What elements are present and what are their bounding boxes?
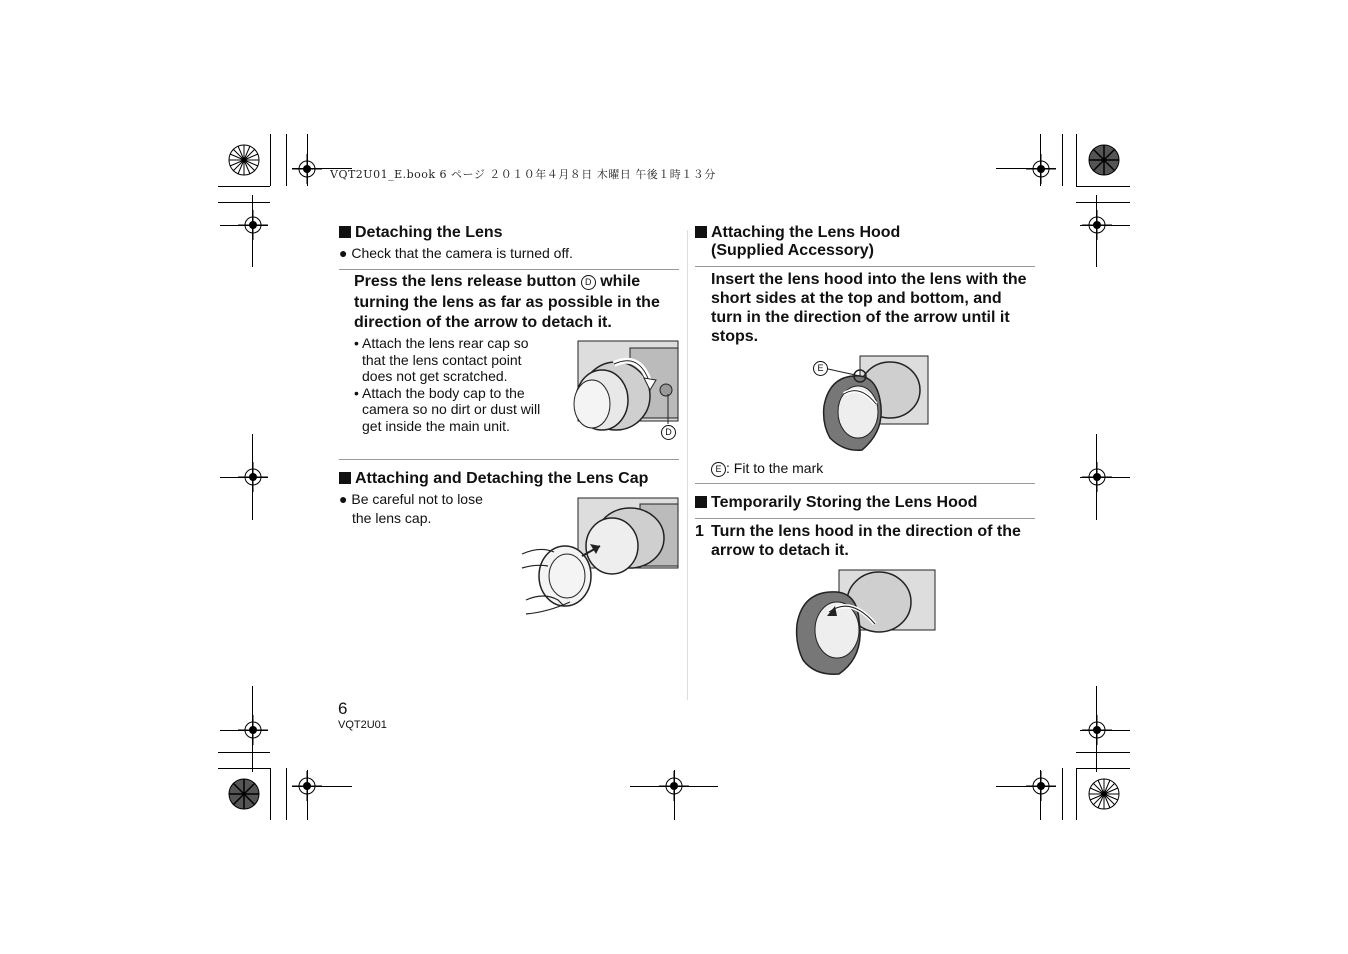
dot-bullet-icon: ● (339, 245, 348, 261)
page-number: 6 (338, 699, 348, 718)
step-text: Turn the lens hood in the direction of the arrow to detach it. (711, 523, 1021, 559)
step-number: 1 (695, 523, 704, 540)
section-title (695, 494, 977, 512)
callout-d-icon: D (581, 275, 596, 290)
dot-bullet-icon: ● (339, 491, 348, 507)
starburst-target-icon (1088, 144, 1120, 176)
caption: E : Fit to the mark (711, 460, 823, 477)
section-title-text: Attaching and Detaching the Lens Cap (355, 470, 649, 487)
divider (339, 459, 679, 460)
lens-hood-detach-illustration (795, 568, 937, 676)
divider (695, 483, 1035, 484)
callout-e-icon: E (813, 361, 828, 376)
section-title (339, 470, 648, 488)
square-bullet-icon (339, 472, 351, 484)
column-divider (687, 230, 688, 700)
note-text: Check that the camera is turned off. (351, 245, 573, 261)
callout-d-icon: D (661, 425, 676, 440)
lens-hood-attach-illustration (820, 354, 930, 454)
square-bullet-icon (695, 226, 707, 238)
starburst-target-icon (228, 778, 260, 810)
section-title-text: Detaching the Lens (355, 224, 503, 241)
bullet-list (354, 335, 554, 434)
note: ● Be careful not to lose (339, 491, 483, 507)
section-subtitle: (Supplied Accessory) (711, 242, 875, 259)
starburst-target-icon (228, 144, 260, 176)
callout-e-icon: E (711, 462, 726, 477)
square-bullet-icon (339, 226, 351, 238)
divider (339, 269, 679, 270)
section-title-text: Attaching the Lens Hood (711, 224, 901, 241)
divider (695, 518, 1035, 519)
square-bullet-icon (695, 496, 707, 508)
instruction: Press the lens release button D while turning the lens as far as possible in the direction of the arrow to detach it. (354, 273, 660, 331)
section-title (695, 224, 900, 242)
divider (695, 266, 1035, 267)
print-header: VQT2U01_E.book 6 ページ ２０１０年４月８日 木曜日 午後１時１３分 (330, 168, 716, 181)
lens-cap-illustration (520, 496, 680, 620)
note (339, 245, 573, 262)
registration-mark-icon (1026, 154, 1056, 184)
section-title-text: Temporarily Storing the Lens Hood (711, 494, 978, 511)
starburst-target-icon (1088, 778, 1120, 810)
instruction: Insert the lens hood into the lens with the short sides at the top and bottom, and turn in the direction of the arrow until it stops. (711, 271, 1027, 345)
note-continued: the lens cap. (352, 510, 432, 526)
section-title (339, 224, 503, 242)
document-code: VQT2U01 (338, 719, 387, 731)
list-item: • Attach the body cap to the camera so no dirt or dust will get inside the main unit. (354, 384, 541, 434)
list-item: • Attach the lens rear cap so that the lens contact point does not get scratched. (354, 335, 529, 384)
